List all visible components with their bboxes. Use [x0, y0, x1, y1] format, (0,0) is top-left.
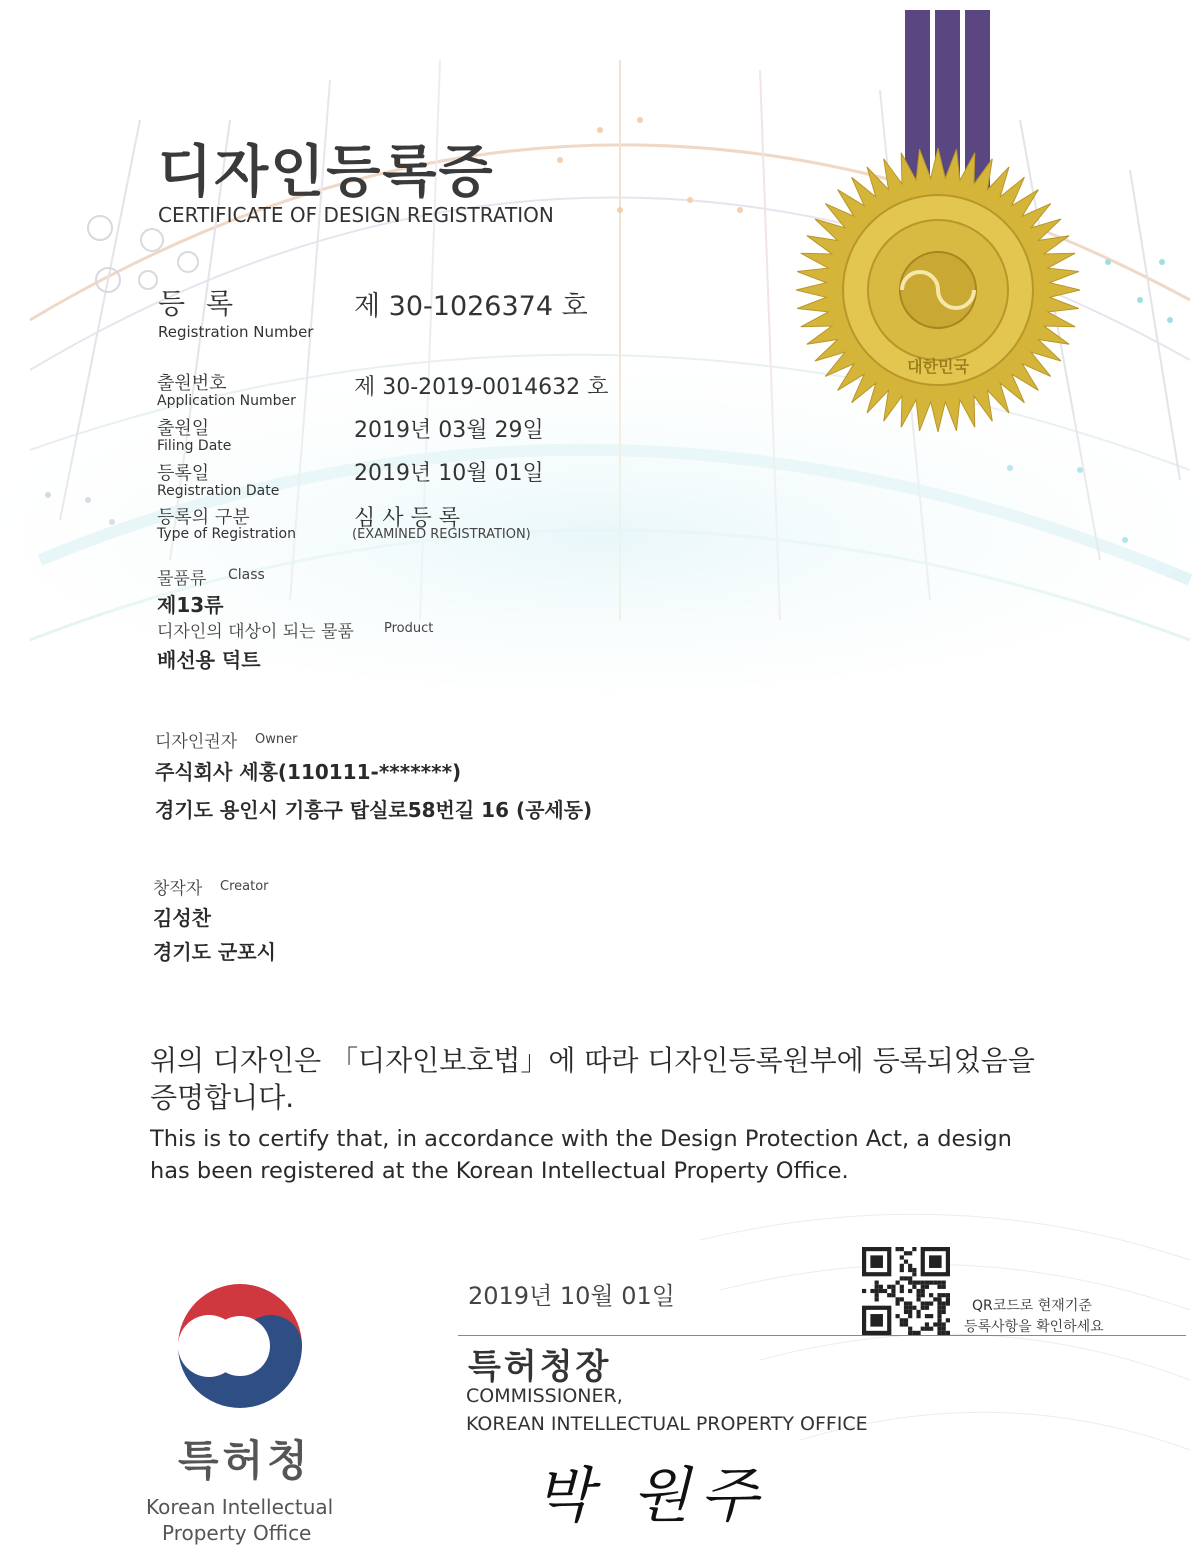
application-number: 제 30-2019-0014632 호	[354, 375, 609, 400]
certification-en-line1: This is to certify that, in accordance with the Design Protection Act, a design	[150, 1126, 1012, 1152]
signature-divider	[458, 1335, 1186, 1336]
class-value: 제13류	[157, 593, 224, 617]
reg-type-value-ko: 심 사 등 록	[354, 506, 460, 531]
qr-code[interactable]	[862, 1247, 950, 1335]
filing-date: 2019년 03월 29일	[354, 418, 544, 443]
product-value: 배선용 덕트	[157, 648, 261, 672]
application-label-ko: 출원번호	[157, 373, 227, 394]
registration-label-en: Registration Number	[158, 323, 314, 341]
commissioner-title-en-line1: COMMISSIONER,	[466, 1385, 623, 1407]
registration-label-ko: 등 록	[158, 287, 239, 320]
title-english: CERTIFICATE OF DESIGN REGISTRATION	[158, 203, 554, 227]
filing-label-ko: 출원일	[157, 418, 210, 439]
title-korean: 디자인등록증	[158, 140, 495, 205]
registration-number: 제 30-1026374 호	[354, 291, 588, 322]
creator-name: 김성찬	[153, 906, 211, 930]
reg-type-label-en: Type of Registration	[157, 526, 296, 542]
owner-name: 주식회사 세홍(110111-*******)	[155, 760, 462, 784]
office-name-en-line2: Property Office	[162, 1521, 312, 1545]
reg-date-label-en: Registration Date	[157, 483, 280, 499]
creator-label-en: Creator	[220, 879, 269, 894]
registration-date: 2019년 10월 01일	[354, 461, 544, 486]
commissioner-signature: 박 원주	[535, 1461, 768, 1531]
owner-label-en: Owner	[255, 732, 298, 747]
reg-type-value-en: (EXAMINED REGISTRATION)	[352, 527, 531, 542]
office-name-ko: 특허청	[178, 1436, 312, 1485]
certification-ko-line1: 위의 디자인은 「디자인보호법」에 따라 디자인등록원부에 등록되었음을	[150, 1044, 1035, 1077]
class-label-ko: 물품류	[157, 569, 207, 589]
creator-address: 경기도 군포시	[153, 940, 276, 964]
seal-text: 대한민국	[907, 357, 969, 376]
product-label-ko: 디자인의 대상이 되는 물품	[157, 622, 354, 642]
creator-label-ko: 창작자	[153, 879, 203, 899]
certification-en-line2: has been registered at the Korean Intellectual Property Office.	[150, 1158, 849, 1184]
qr-text-line2: 등록사항을 확인하세요	[964, 1319, 1104, 1335]
office-name-en-line1: Korean Intellectual	[146, 1495, 334, 1519]
product-label-en: Product	[384, 621, 434, 636]
certification-ko-line2: 증명합니다.	[150, 1081, 295, 1114]
owner-address: 경기도 용인시 기흥구 탑실로58번길 16 (공세동)	[155, 798, 593, 822]
owner-label-ko: 디자인권자	[155, 732, 238, 752]
issue-date: 2019년 10월 01일	[468, 1282, 675, 1310]
filing-label-en: Filing Date	[157, 438, 232, 454]
commissioner-title-ko: 특허청장	[468, 1347, 612, 1387]
application-label-en: Application Number	[157, 393, 296, 409]
qr-text-line1: QR코드로 현재기준	[972, 1298, 1092, 1314]
reg-type-label-ko: 등록의 구분	[157, 507, 250, 528]
class-label-en: Class	[228, 567, 265, 583]
taegeuk-logo-icon	[170, 1276, 310, 1416]
reg-date-label-ko: 등록일	[157, 463, 210, 484]
commissioner-title-en-line2: KOREAN INTELLECTUAL PROPERTY OFFICE	[466, 1413, 868, 1435]
